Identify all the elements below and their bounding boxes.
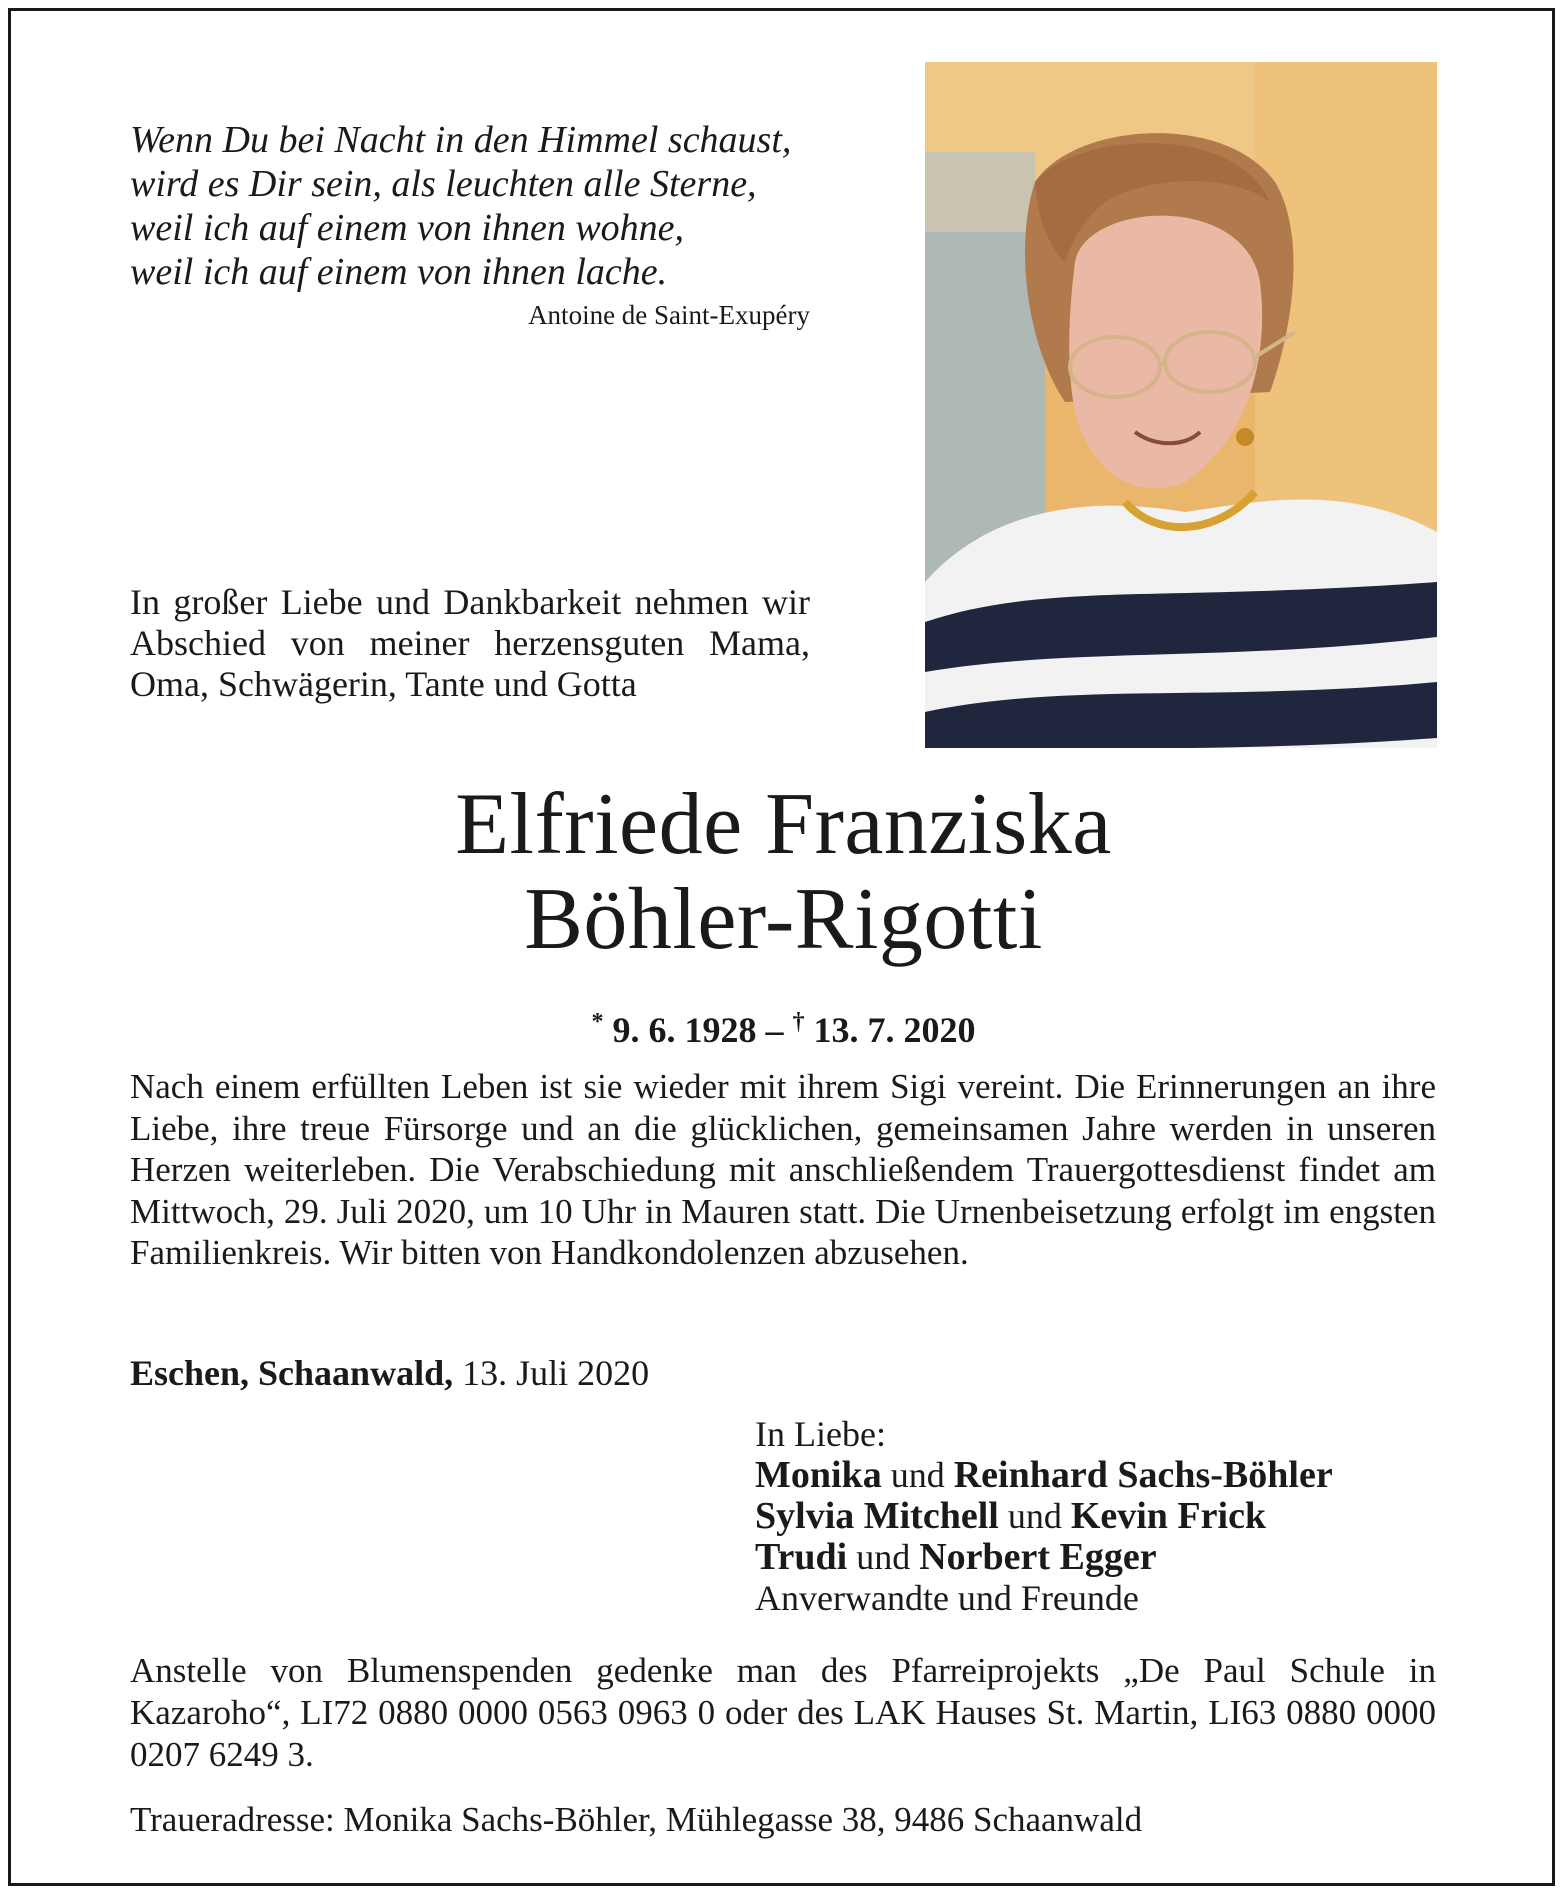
- signer-name: Monika: [755, 1454, 882, 1496]
- quote-line: Wenn Du bei Nacht in den Himmel schaust,: [130, 119, 792, 161]
- signer-name: Sylvia Mitchell: [755, 1495, 999, 1537]
- signer-conjunction: und: [856, 1537, 911, 1577]
- quote-author: Antoine de Saint-Exupéry: [528, 300, 810, 330]
- place-date: [130, 1352, 649, 1394]
- signer-conjunction: und: [1007, 1496, 1062, 1536]
- signer-line: [755, 1455, 1455, 1496]
- signer-name: Reinhard Sachs-Böhler: [953, 1454, 1333, 1496]
- quote-line: weil ich auf einem von ihnen wohne,: [130, 207, 685, 249]
- date-separator: –: [765, 1010, 784, 1050]
- birth-symbol: *: [591, 1009, 604, 1035]
- death-symbol: †: [792, 1009, 805, 1035]
- signer-name: Trudi: [755, 1536, 848, 1578]
- signers-block: [755, 1414, 1455, 1619]
- signers-others: Anverwandte und Freunde: [755, 1578, 1139, 1618]
- deceased-name-first: Elfriede Franziska: [455, 776, 1112, 873]
- donation-note: Anstelle von Blumenspenden gedenke man des Pfarreiprojekts „De Paul Schule in Kazaroho“, LI72 0880 0000 0563 0963 0 oder des LAK Hauses St. Martin, LI63 0880 0000 0207 6249 3.: [130, 1651, 1436, 1774]
- quote-line: wird es Dir sein, als leuchten alle Sterne,: [130, 163, 757, 205]
- death-date: 13. 7. 2020: [813, 1010, 976, 1050]
- poem-quote: [130, 118, 820, 294]
- signer-name: Kevin Frick: [1070, 1495, 1267, 1537]
- signer-line: [755, 1496, 1455, 1537]
- place-names: Eschen, Schaanwald,: [130, 1353, 454, 1393]
- announcement-body: Nach einem erfüllten Leben ist sie wieder mit ihrem Sigi vereint. Die Erinnerungen an ihre Liebe, ihre treue Fürsorge und an die glücklichen, gemeinsamen Jahre werden in unseren Herzen weiterleben. Die Verabschiedung mit anschließendem Trauergottesdienst findet am Mittwoch, 29. Juli 2020, um 10 Uhr in Mauren statt. Die Urnenbeisetzung erfolgt im engsten Familienkreis. Wir bitten von Handkondolenzen abzusehen.: [130, 1067, 1436, 1272]
- announcement-date: 13. Juli 2020: [462, 1353, 650, 1393]
- signer-conjunction: und: [890, 1455, 945, 1495]
- signers-heading: In Liebe:: [755, 1414, 886, 1454]
- portrait-illustration: [925, 62, 1437, 748]
- signer-line: [755, 1537, 1455, 1578]
- life-dates: [0, 1009, 1567, 1051]
- signer-name: Norbert Egger: [919, 1536, 1157, 1578]
- portrait-photo: [925, 62, 1437, 748]
- deceased-name-last: Böhler-Rigotti: [524, 871, 1043, 968]
- mourning-address: Traueradresse: Monika Sachs-Böhler, Mühlegasse 38, 9486 Schaanwald: [130, 1800, 1143, 1839]
- intro-text: In großer Liebe und Dankbarkeit nehmen wir Abschied von meiner herzensguten Mama, Oma, Schwägerin, Tante und Gotta: [130, 582, 810, 704]
- quote-line: weil ich auf einem von ihnen lache.: [130, 251, 668, 293]
- birth-date: 9. 6. 1928: [612, 1010, 757, 1050]
